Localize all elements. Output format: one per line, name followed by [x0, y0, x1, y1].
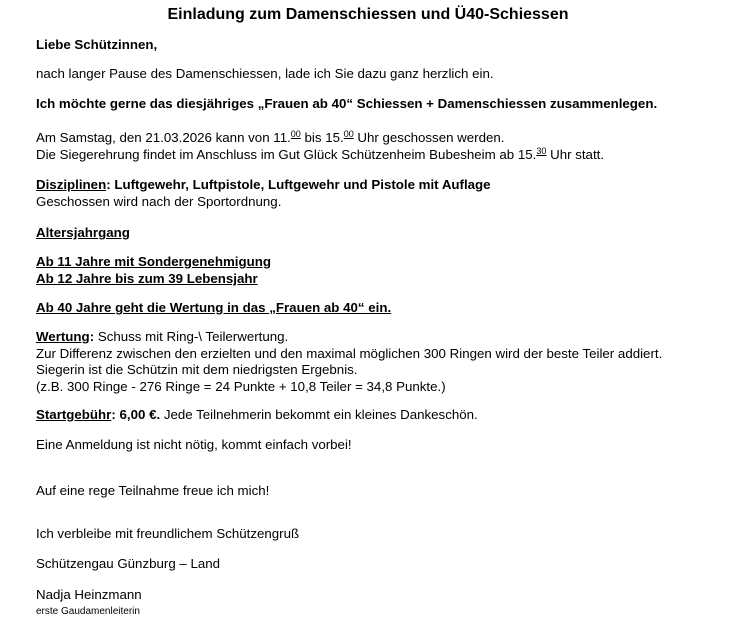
- schedule-line-2-text: Die Siegerehrung findet im Anschluss im Gut Glück Schützenheim Bubesheim ab 15.: [36, 147, 537, 162]
- disciplines-line: [36, 176, 491, 193]
- age-rule-1: Ab 11 Jahre mit Sondergenehmigung: [36, 254, 271, 269]
- participation-line: Auf eine rege Teilnahme freue ich mich!: [36, 483, 270, 498]
- scoring-line-3: Siegerin ist die Schützin mit dem niedrigsten Ergebnis.: [36, 362, 358, 377]
- disciplines-value: Luftgewehr, Luftpistole, Luftgewehr und Pistole mit Auflage: [110, 177, 491, 192]
- age-heading: Altersjahrgang: [36, 225, 130, 240]
- scoring-value: Schuss mit Ring-\ Teilerwertung.: [94, 329, 289, 344]
- time-superscript: 30: [536, 146, 547, 156]
- schedule-line-1-text: Am Samstag, den 21.03.2026 kann von 11.: [36, 130, 291, 145]
- scoring-label: Wertung: [36, 329, 90, 344]
- organization-line: Schützengau Günzburg – Land: [36, 556, 221, 571]
- salutation: Liebe Schützinnen,: [36, 37, 158, 52]
- closing-line: Ich verbleibe mit freundlichem Schützengruß: [36, 526, 300, 541]
- scoring-line-1: [36, 328, 288, 345]
- intro-line: nach langer Pause des Damenschiessen, lade ich Sie dazu ganz herzlich ein.: [36, 66, 494, 81]
- fee-colon: :: [111, 407, 116, 422]
- fee-line: [36, 406, 478, 423]
- no-registration-line: Eine Anmeldung ist nicht nötig, kommt einfach vorbei!: [36, 437, 352, 452]
- signature-role: erste Gaudamenleiterin: [36, 606, 140, 617]
- disciplines-note: Geschossen wird nach der Sportordnung.: [36, 194, 282, 209]
- fee-amount: 6,00 €.: [115, 407, 161, 422]
- age-rule-3: Ab 40 Jahre geht die Wertung in das „Frauen ab 40“ ein.: [36, 300, 392, 315]
- signature-name: Nadja Heinzmann: [36, 587, 142, 602]
- age-rule-2: Ab 12 Jahre bis zum 39 Lebensjahr: [36, 271, 258, 286]
- fee-label: Startgebühr: [36, 407, 112, 422]
- disciplines-colon: :: [106, 177, 111, 192]
- time-superscript: 00: [343, 129, 354, 139]
- scoring-line-2: Zur Differenz zwischen den erzielten und den maximal möglichen 300 Ringen wird der beste Teiler addiert.: [36, 346, 663, 361]
- document-title: Einladung zum Damenschiessen und Ü40-Schiessen: [167, 6, 569, 23]
- schedule-line-1-text: Uhr geschossen werden.: [353, 130, 505, 145]
- scoring-example-line: (z.B. 300 Ringe - 276 Ringe = 24 Punkte + 10,8 Teiler = 34,8 Punkte.): [36, 379, 446, 394]
- fee-note: Jede Teilnehmerin bekommt ein kleines Dankeschön.: [160, 407, 478, 422]
- schedule-line-2-text: Uhr statt.: [546, 147, 605, 162]
- disciplines-label: Disziplinen: [36, 177, 107, 192]
- time-superscript: 00: [290, 129, 301, 139]
- merge-statement: Ich möchte gerne das diesjähriges „Frauen ab 40“ Schiessen + Damenschiessen zusammenlegen.: [36, 96, 658, 111]
- scoring-colon: :: [89, 329, 95, 344]
- schedule-line-1-text: bis 15.: [300, 130, 344, 145]
- schedule-line-2: [36, 143, 604, 163]
